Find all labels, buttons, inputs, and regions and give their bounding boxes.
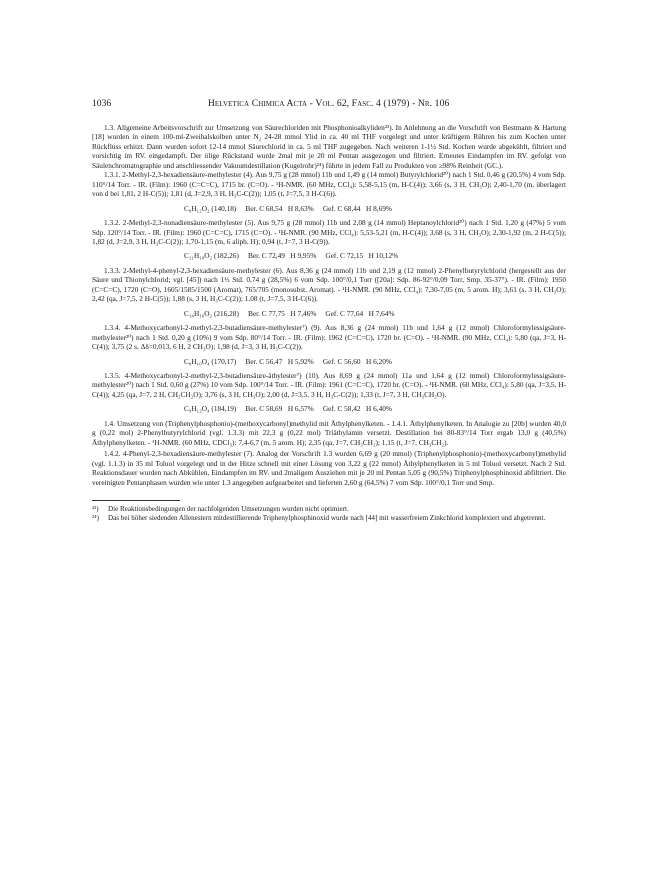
page-header [92,98,566,109]
footnote-number: ²³) [92,504,99,513]
page-number: 1036 [92,98,112,109]
paragraph-1-3-4: 1.3.4. 4-Methoxycarbonyl-2-methyl-2,3-butadiensäure-methylester⁷) (9). Aus 8,36 g (24 mmol) 11b und 1,64 g (12 mmol) Chloroformylessigsäure-methylester²⁰) nach 1 Std. 0,20 g (10%) 9 vom Sdp. 80°/14 Torr. - IR. (Film): 1962 (C=C=C), 1720 br. (C=O). - ¹H-NMR. (90 MHz, CCl₄): 5,80 (qa, J=3, H-C(4)); 3,75 (2 s, Δδ=0,013, 6 H, 2 CH₃O); 1,98 (d, J=3, 3 H, H₃C-C(2)). [92,323,566,352]
paragraph-1-3-3: 1.3.3. 2-Methyl-4-phenyl-2,3-hexadiensäure-methylester (6). Aus 8,36 g (24 mmol) 11b und 2,19 g (12 mmol) 2-Phenylbutyrylchlorid (hergestellt aus der Säure und Thionylchlorid; vgl. [45]) nach 1½ Std. 0,74 g (28,5%) 6 vom Sdp. 100°/0,1 Torr ([20a]: Sdp. 86-92°/0,09 Torr, Smp. 35-37°). - IR. (Film): 1950 (C=C=C), 1720 (C=O), 1605/1585/1500 (Aromat), 765/705 (monosubst. Aromat). - ¹H-NMR. (90 MHz, CCl₄): 7,30-7,05 (m, 5 arom. H); 3,61 (s, 3 H, CH₃O); 2,42 (qa, J=7,5, 2 H-C(5)); 1,88 (s, 3 H, H₃C-C(2)); 1,08 (t, J=7,5, 3 H-C(6)). [92,265,566,304]
paragraph-1-3-1: 1.3.1. 2-Methyl-2,3-hexadiensäure-methylester (4). Aus 9,75 g (28 mmol) 11b und 1,49 g (14 mmol) Butyrylchlorid²⁰) nach 1 Std. 0,46 g (20,5%) 4 vom Sdp. 110°/14 Torr. - IR. (Film): 1960 (C=C=C), 1715 br. (C=O). - ¹H-NMR. (60 MHz, CCl₄): 5,58-5,15 (m, H-C(4)); 3,66 (s, 3 H, CH₃O); 2,40-1,70 (m, überlagert von d bei 1,81, 2 H-C(5)); 1,81 (d, J=2,9, 3 H, H₃C-C(2)); 1,05 (t, J=7,5, 3 H-C(6)). [92,170,566,199]
footnote-rule [92,500,180,501]
paragraph-1-4: 1.4. Umsetzung von (Triphenylphosphonio)-(methoxycarbonyl)methylid mit Äthylphenylketen. - 1.4.1. Äthylphenylketen. In Analogie zu [20b] wurden 40,0 g (0,22 mol) 2-Phenylbutyrylchlorid (vgl. 1.3.3) mit 22,3 g (0,22 mol) Triäthylamin versetzt. Destillation bei 80-83°/14 Torr ergab 13,0 g (40,5%) Äthylphenylketen. - ¹H-NMR. (60 MHz, CDCl₃): 7,4-6,7 (m, 5 arom. H); 2,35 (qa, J=7, CH₃CH₂); 1,15 (t, J=7, CH₃CH₂). [92,418,566,447]
elemental-analysis-6: C₁₄H₁₆O₂ (216,28) Ber. C 77,75 H 7,46% Gef. C 77,64 H 7,64% [184,308,395,318]
footnote-24 [92,514,566,523]
footnote-text: Das bei höher siedenden Allenestern mitdestillierende Triphenylphosphinoxid wurde nach [44] mit wasserfreiem Zinkchlorid komplexiert und abgetrennt. [108,513,546,522]
footnote-number: ²⁴) [92,513,99,522]
footnote-text: Die Reaktionsbedingungen der nachfolgenden Umsetzungen wurden nicht optimiert. [108,504,349,513]
running-title: Helvetica Chimica Acta - Vol. 62, Fasc. 4 (1979) - Nr. 106 [207,98,450,109]
elemental-analysis-10: C₉H₁₂O₄ (184,19) Ber. C 58,69 H 6,57% Gef. C 58,42 H 6,40% [184,404,392,414]
footnote-23 [92,505,566,514]
elemental-analysis-5: C₁₁H₁₈O₂ (182,26) Ber. C 72,49 H 9,95% Gef. C 72,15 H 10,12% [184,251,399,261]
journal-page [92,98,566,523]
paragraph-1-3-5: 1.3.5. 4-Methoxycarbonyl-2-methyl-2,3-butadiensäure-äthylester⁷) (10). Aus 8,69 g (24 mmol) 11a und 1,64 g (12 mmol) Chloroformylessigsäure-methylester²⁰) nach 1 Std. 0,60 g (27%) 10 vom Sdp. 100°/14 Torr. - IR. (Film): 1961 (C=C=C), 1720 br. (C=O). - ¹H-NMR. (60 MHz, CCl₄): 5,80 (qa, J=3,5, H-C(4)); 4,25 (qa, J=7, 2 H, CH₃CH₂O); 3,76 (s, 3 H, CH₃O); 2,00 (d, J=3,5, 3 H, H₃C-C(2)); 1,33 (t, J=7, 3 H, CH₃CH₂O). [92,370,566,399]
elemental-analysis-9: C₈H₁₀O₄ (170,17) Ber. C 56,47 H 5,92% Gef. C 56,60 H 6,20% [184,356,392,366]
paragraph-1-3: 1.3. Allgemeine Arbeitsvorschrift zur Umsetzung von Säurechloriden mit Phosphonioalkyliden²³). In Anlehnung an die Vorschrift von Bestmann & Hartung [18] wurden in einem 100-ml-Zweihalskolben unter N₂ 24-28 mmol Ylid in ca. 40 ml THF vorgelegt und unter kräftigem Rühren bis zum Kochen unter Rückfluss erhitzt. Dann wurden sofort 12-14 mmol Säurechlorid in ca. 5 ml THF zugegeben. Nach weiteren 1-1½ Std. Kochen wurde abgekühlt, filtriert und vorsichtig im RV. eingedampft. Der ölige Rückstand wurde 2mal mit je 20 ml Pentan ausgezogen und filtriert. Erneutes Eindampfen im RV. gefolgt von Säulenchromatographie und anschliessender Vakuumdestillation (Kugelrohr)²⁴) führte in jedem Fall zu Produkten von ≥98% Reinheit (GC.). [92,123,566,170]
paragraph-1-3-2: 1.3.2. 2-Methyl-2,3-nonadiensäure-methylester (5). Aus 9,75 g (28 mmol) 11b und 2,08 g (14 mmol) Heptanoylchlorid²⁰) nach 1 Std. 1,20 g (47%) 5 vom Sdp. 120°/14 Torr. - IR. (Film): 1960 (C=C=C), 1715 (C=O). - ¹H-NMR. (90 MHz, CCl₄): 5,53-5,21 (m, H-C(4)); 3,68 (s, 3 H, CH₃O); 2,30-1,92 (m, 2 H-C(5)); 1,82 (d, J=2,9, 3 H, H₃C-C(2)); 1,70-1,15 (m, 6 aliph. H); 0,94 (t, J=7, 3 H-C(9)). [92,218,566,246]
elemental-analysis-4: C₈H₁₂O₂ (140,18) Ber. C 68,54 H 8,63% Gef. C 68,44 H 8,69% [184,203,392,213]
paragraph-1-4-2: 1.4.2. 4-Phenyl-2,3-hexadiensäure-methylester (7). Analog der Vorschrift 1.3 wurden 6,69 g (20 mmol) (Triphenylphosphonio)-(methoxycarbonyl)methylid (vgl. 1.1.3) in 35 ml Toluol vorgelegt und in der Hitze schnell mit einer Lösung von 3,22 g (22 mmol) Äthylphenylketen in 5 ml Toluol versetzt. Nach 2 Std. Reaktionsdauer wurden nach Abkühlen, Eindampfen im RV. und 2maligem Ausziehen mit je 20 ml Pentan 5,05 g (90,5%) Triphenylphosphinoxid abfiltriert. Die vereinigten Pentanphasen wurden wie unter 1.3 angegeben aufgearbeitet und lieferten 2,60 g (64,5%) 7 vom Sdp. 100°/0,1 Torr und Smp. [92,449,566,487]
